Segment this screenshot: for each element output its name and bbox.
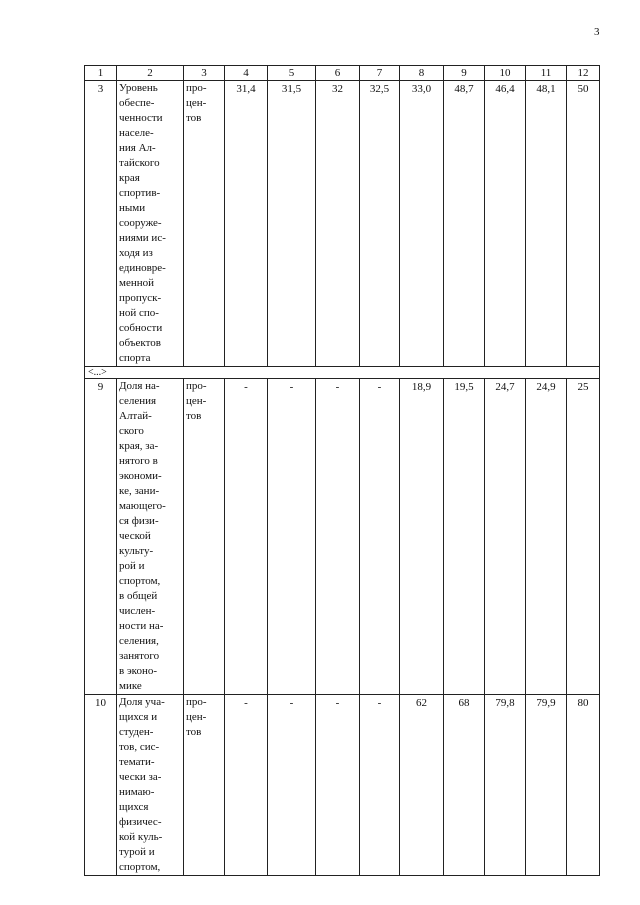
header-cell: 10	[485, 66, 526, 81]
table-row	[85, 81, 600, 367]
description-line: собности	[119, 322, 163, 334]
description-line: ности на-	[119, 620, 164, 632]
header-cell: 11	[526, 66, 567, 81]
description-line: числен-	[119, 605, 156, 617]
description-line: спортив-	[119, 187, 161, 199]
value-cell: 24,7	[485, 379, 526, 695]
header-row	[85, 66, 600, 81]
description-line: в общей	[119, 590, 158, 602]
description-line: спортом,	[119, 575, 161, 587]
description-line: спортом,	[119, 861, 161, 873]
unit-line: про-	[186, 696, 207, 708]
indicator-table	[84, 65, 600, 876]
value-cell: 62	[400, 695, 444, 876]
description-line: ся физи-	[119, 515, 159, 527]
description-line: менной	[119, 277, 155, 289]
value-cell: 33,0	[400, 81, 444, 367]
description-line: Алтай-	[119, 410, 152, 422]
description-line: чески за-	[119, 771, 162, 783]
value-cell: 24,9	[526, 379, 567, 695]
header-cell: 3	[184, 66, 225, 81]
description-line: ния Ал-	[119, 142, 156, 154]
description-line: селения	[119, 395, 157, 407]
gap-marker: <...>	[85, 367, 600, 379]
description-line: мающего-	[119, 500, 166, 512]
value-cell: -	[360, 379, 400, 695]
description-line: физичес-	[119, 816, 162, 828]
description-line: края	[119, 172, 140, 184]
row-number: 9	[85, 379, 117, 695]
description-line: рой и	[119, 560, 145, 572]
value-cell: 31,4	[225, 81, 268, 367]
table-row	[85, 695, 600, 876]
description-line: ниями ис-	[119, 232, 166, 244]
description-line: мике	[119, 680, 142, 692]
value-cell: -	[268, 379, 316, 695]
description-line: темати-	[119, 756, 155, 768]
description-line: Доля уча-	[119, 696, 165, 708]
indicator-description	[117, 81, 184, 367]
unit-line: про-	[186, 380, 207, 392]
description-line: щихся	[119, 801, 149, 813]
value-cell: -	[268, 695, 316, 876]
description-line: селения,	[119, 635, 159, 647]
description-line: пропуск-	[119, 292, 162, 304]
value-cell: 48,7	[444, 81, 485, 367]
description-line: нятого в	[119, 455, 158, 467]
value-cell: 80	[567, 695, 600, 876]
omitted-rows-marker	[85, 367, 600, 379]
value-cell: 46,4	[485, 81, 526, 367]
value-cell: 50	[567, 81, 600, 367]
header-cell: 8	[400, 66, 444, 81]
description-line: тов, сис-	[119, 741, 160, 753]
unit-line: про-	[186, 82, 207, 94]
value-cell: 32	[316, 81, 360, 367]
description-line: населе-	[119, 127, 154, 139]
value-cell: 19,5	[444, 379, 485, 695]
value-cell: 79,9	[526, 695, 567, 876]
unit-line: тов	[186, 112, 202, 124]
value-cell: 79,8	[485, 695, 526, 876]
value-cell: -	[316, 379, 360, 695]
description-line: края, за-	[119, 440, 159, 452]
value-cell: 18,9	[400, 379, 444, 695]
value-cell: 68	[444, 695, 485, 876]
description-line: экономи-	[119, 470, 162, 482]
unit-line: цен-	[186, 711, 207, 723]
description-line: ходя из	[119, 247, 153, 259]
description-line: Уровень	[119, 82, 158, 94]
value-cell: -	[360, 695, 400, 876]
description-line: культу-	[119, 545, 154, 557]
indicator-description	[117, 695, 184, 876]
unit-cell	[184, 695, 225, 876]
description-line: ными	[119, 202, 146, 214]
header-cell: 6	[316, 66, 360, 81]
description-line: ского	[119, 425, 144, 437]
value-cell: 31,5	[268, 81, 316, 367]
description-line: ной спо-	[119, 307, 159, 319]
description-line: щихся и	[119, 711, 158, 723]
description-line: тайского	[119, 157, 160, 169]
description-line: Доля на-	[119, 380, 160, 392]
value-cell: 48,1	[526, 81, 567, 367]
table-row	[85, 379, 600, 695]
description-line: спорта	[119, 352, 151, 364]
description-line: ческой	[119, 530, 151, 542]
header-cell: 2	[117, 66, 184, 81]
description-line: объектов	[119, 337, 161, 349]
description-line: ченности	[119, 112, 163, 124]
table-body	[85, 66, 600, 876]
header-cell: 7	[360, 66, 400, 81]
row-number: 10	[85, 695, 117, 876]
description-line: кой куль-	[119, 831, 163, 843]
indicator-description	[117, 379, 184, 695]
description-line: занятого	[119, 650, 160, 662]
description-line: в эконо-	[119, 665, 158, 677]
value-cell: -	[225, 695, 268, 876]
description-line: турой и	[119, 846, 155, 858]
unit-cell	[184, 81, 225, 367]
description-line: ке, зани-	[119, 485, 160, 497]
description-line: сооруже-	[119, 217, 162, 229]
value-cell: 25	[567, 379, 600, 695]
unit-line: тов	[186, 410, 202, 422]
value-cell: 32,5	[360, 81, 400, 367]
unit-line: тов	[186, 726, 202, 738]
unit-line: цен-	[186, 395, 207, 407]
row-number: 3	[85, 81, 117, 367]
unit-cell	[184, 379, 225, 695]
value-cell: -	[316, 695, 360, 876]
description-line: обеспе-	[119, 97, 155, 109]
header-cell: 12	[567, 66, 600, 81]
header-cell: 9	[444, 66, 485, 81]
page-number: 3	[594, 26, 600, 38]
header-cell: 1	[85, 66, 117, 81]
description-line: студен-	[119, 726, 154, 738]
header-cell: 5	[268, 66, 316, 81]
description-line: нимаю-	[119, 786, 155, 798]
unit-line: цен-	[186, 97, 207, 109]
description-line: единовре-	[119, 262, 166, 274]
value-cell: -	[225, 379, 268, 695]
header-cell: 4	[225, 66, 268, 81]
